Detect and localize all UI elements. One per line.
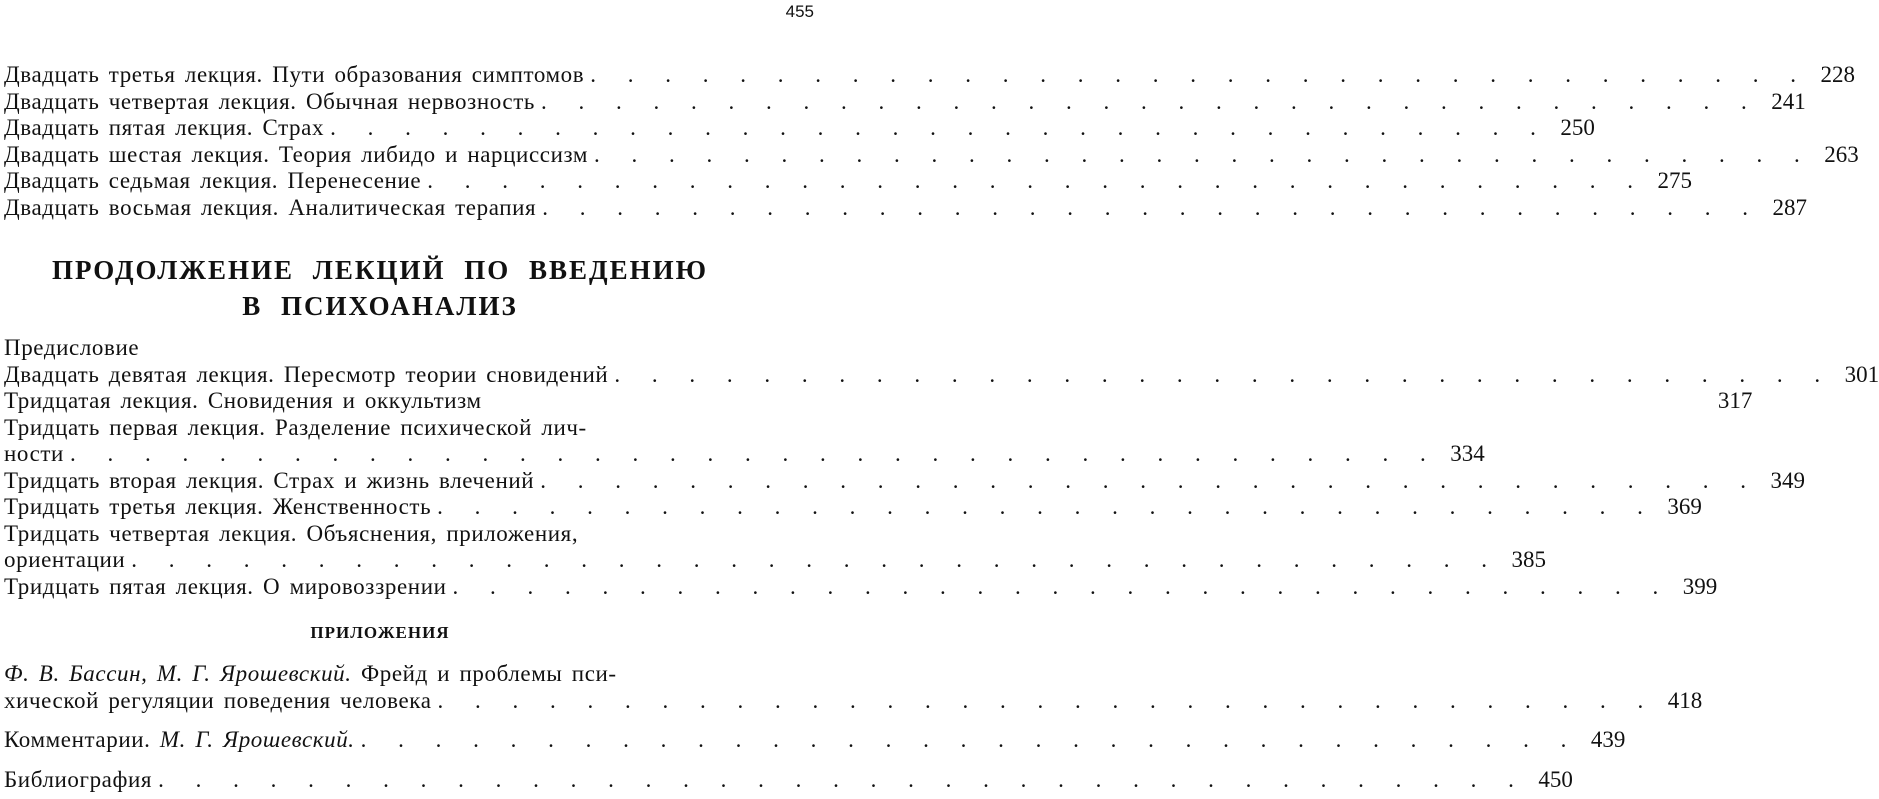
toc-entry-authors: М. Г. Ярошевский. (159, 727, 355, 752)
toc-entry (4, 766, 1573, 794)
toc-entry-title: ориентации (4, 547, 126, 572)
toc-entry-title: Тридцатая лекция. Сновидения и оккультизм (4, 388, 482, 413)
toc-entry-title: ности (4, 441, 64, 466)
toc-entry-title: Двадцать пятая лекция. Страх (4, 115, 325, 140)
toc-entry-page: 250 (1560, 115, 1595, 140)
dot-leader: . . . . . . . . . . . . . . . . . . . . . . . . . . . . . . . . . (452, 573, 1672, 599)
toc-entry (4, 441, 1485, 468)
dot-leader: . . . . . . . . . . . . . . . . . . . . . . . . . . . . . . . . . (540, 467, 1759, 493)
toc-entry-page: 439 (1590, 727, 1626, 752)
section-heading-line: ПРОДОЛЖЕНИЕ ЛЕКЦИЙ ПО ВВЕДЕНИЮ (51, 255, 709, 285)
toc-entry-page: 301 (1844, 361, 1879, 387)
toc-entry-title: Тридцать первая лекция. Разделение психической лич- (4, 414, 587, 440)
dot-leader: . . . . . . . . . . . . . . . . . . . . . . . . . . . . . . . . . (427, 168, 1646, 193)
toc-entry (4, 361, 1879, 389)
toc-entry (4, 62, 1855, 89)
dot-leader: . . . . . . . . . . . . . . . . . . . . . . . . . . . . . . . . . (437, 687, 1657, 713)
toc-entry-title: Тридцать вторая лекция. Страх и жизнь влечений (4, 467, 535, 493)
toc-entry (4, 547, 1547, 574)
toc-entry-preface (4, 335, 760, 362)
toc-entry (4, 573, 1718, 601)
toc-entry-title-part: Фрейд и проблемы пси- (361, 661, 617, 686)
dot-leader: . . . . . . . . . . . . . . . . . . . . . . . . . . . . . . . . . (590, 62, 1809, 87)
section-heading (0, 252, 760, 324)
toc-entry-page: 418 (1667, 687, 1703, 713)
toc-entry-page: 369 (1667, 494, 1702, 519)
toc-entry-continued (4, 661, 760, 688)
toc-block-appendix (4, 661, 1703, 793)
toc-entry-authors: Ф. В. Бассин, М. Г. Ярошевский. (4, 661, 352, 686)
toc-entry-page: 349 (1770, 467, 1805, 493)
toc-entry-title: Двадцать седьмая лекция. Перенесение (4, 168, 422, 193)
dot-leader: . . . . . . . . . . . . . . . . . . . . . . . . . . . . . . . . . (540, 88, 1760, 114)
toc-entry-title: Двадцать восьмая лекция. Аналитическая терапия (4, 194, 537, 220)
toc-entry-continued (4, 521, 760, 548)
toc-entry (4, 467, 1805, 495)
spacer (4, 714, 760, 727)
toc-entry-title: хической регуляции поведения человека (4, 687, 432, 713)
dot-leader: . . . . . . . . . . . . . . . . . . . . . . . . . . . . . . . . . (360, 727, 1580, 752)
dot-leader: . . . . . . . . . . . . . . . . . . . . . . . . . . . . . . . . . (542, 194, 1761, 220)
toc-entry-page: 317 (1717, 388, 1753, 413)
section-heading-line: В ПСИХОАНАЛИЗ (242, 291, 518, 321)
toc-entry-continued (4, 415, 760, 442)
dot-leader: . . . . . . . . . . . . . . . . . . . . . . . . . . . . . . . . . (437, 494, 1656, 519)
toc-entry (4, 168, 1692, 195)
toc-entry-title: Тридцать четвертая лекция. Объяснения, приложения, (4, 520, 579, 546)
toc-block-lectures-23-28 (4, 62, 1859, 221)
toc-entry (4, 687, 1703, 715)
toc-entry-title: Предисловие (4, 335, 140, 360)
toc-entry (4, 388, 1753, 415)
toc-entry (4, 194, 1807, 222)
toc-block-lectures-29-35 (4, 335, 1879, 600)
toc-entry-title: Двадцать четвертая лекция. Обычная нервозность (4, 88, 535, 114)
toc-entry-title: Библиография (4, 766, 153, 792)
toc-entry (4, 88, 1806, 116)
toc-entry-page: 399 (1682, 573, 1718, 599)
toc-entry (4, 141, 1859, 169)
dot-leader: . . . . . . . . . . . . . . . . . . . . . . . . . . . . . . . . . (330, 115, 1549, 140)
dot-leader: . . . . . . . . . . . . . . . . . . . . . . . . . . . . . . . . . (594, 141, 1813, 167)
toc-entry-page: 241 (1771, 88, 1806, 114)
toc-entry-title (4, 661, 617, 688)
dot-leader: . . . . . . . . . . . . . . . . . . . . . . . . . . . . . . . . . . . . . (158, 766, 1527, 792)
dot-leader: . . . . . . . . . . . . . . . . . . . . . . . . . . . . . . . . . . . . . (131, 547, 1501, 572)
toc-entry-title: Двадцать шестая лекция. Теория либидо и нарциссизм (4, 141, 588, 167)
toc-entry-page: 385 (1511, 547, 1547, 572)
toc-entry-page: 228 (1820, 62, 1855, 87)
toc-entry-page: 450 (1538, 766, 1573, 792)
appendix-heading: ПРИЛОЖЕНИЯ (310, 623, 450, 642)
spacer (4, 754, 760, 767)
toc-entry-title: Тридцать пятая лекция. О мировоззрении (4, 573, 447, 599)
toc-entry-title-part: Комментарии. (4, 727, 151, 752)
toc-entry (4, 494, 1702, 521)
toc-entry-page: 275 (1657, 168, 1692, 193)
toc-entry (4, 727, 1626, 754)
page-number: 455 (785, 2, 814, 21)
toc-entry-title: Двадцать девятая лекция. Пересмотр теории сновидений (4, 361, 609, 387)
toc-entry-title: Двадцать третья лекция. Пути образования симптомов (4, 62, 585, 87)
toc-entry-page: 334 (1450, 441, 1485, 466)
toc-entry-page: 287 (1772, 194, 1807, 220)
dot-leader: . . . . . . . . . . . . . . . . . . . . . . . . . . . . . . . . . (614, 361, 1834, 387)
dot-leader: . . . . . . . . . . . . . . . . . . . . . . . . . . . . . . . . . . . . . (69, 441, 1439, 466)
toc-entry-title: Тридцать третья лекция. Женственность (4, 494, 432, 519)
toc-entry (4, 115, 1595, 142)
toc-entry-title (4, 727, 355, 754)
toc-entry-page: 263 (1824, 141, 1859, 167)
